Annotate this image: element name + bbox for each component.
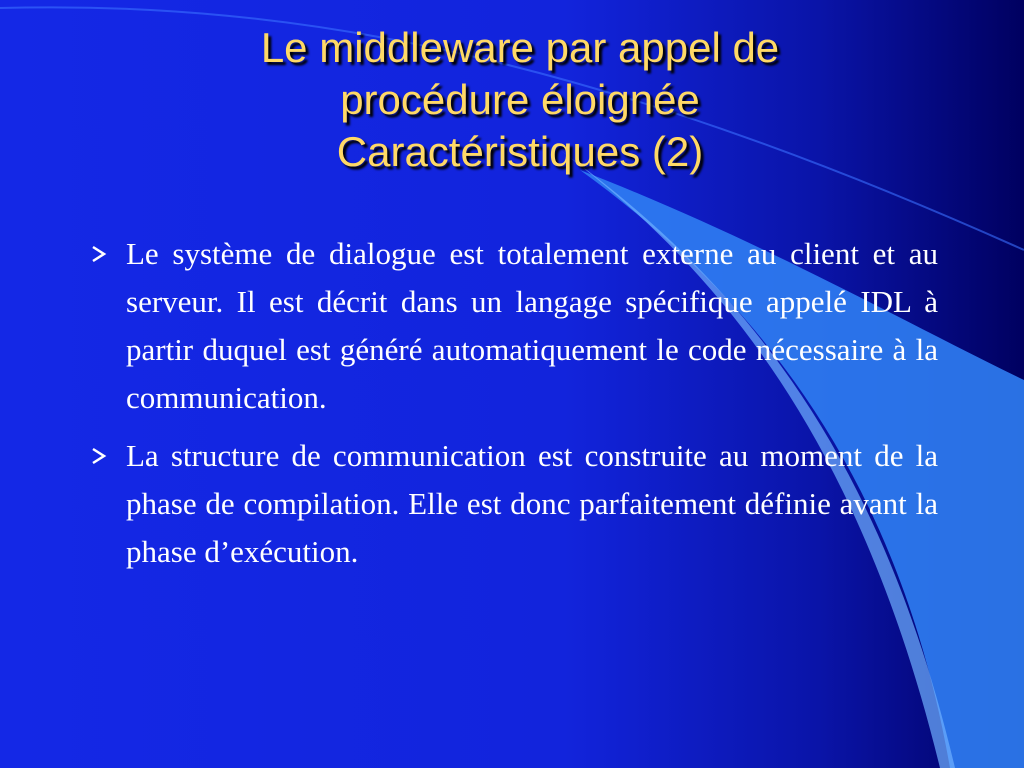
title-line-3: Caractéristiques (2) <box>336 128 704 175</box>
title-line-1: Le middleware par appel de <box>260 24 780 71</box>
arrow-icon <box>90 245 108 263</box>
bullet-item <box>88 230 938 422</box>
slide-title <box>120 22 920 178</box>
arrow-icon <box>90 447 108 465</box>
bullet-text: Le système de dialogue est totalement externe au client et au serveur. Il est décrit dans un langage spécifique appelé IDL à partir duquel est généré automatiquement le code nécessaire à la communication. <box>126 236 938 415</box>
title-line-2: procédure éloignée <box>340 76 700 123</box>
bullet-item <box>88 432 938 576</box>
bullet-text: La structure de communication est construite au moment de la phase de compilation. Elle est donc parfaitement définie avant la phase d’exécution. <box>126 438 938 569</box>
bullet-list <box>88 230 938 586</box>
